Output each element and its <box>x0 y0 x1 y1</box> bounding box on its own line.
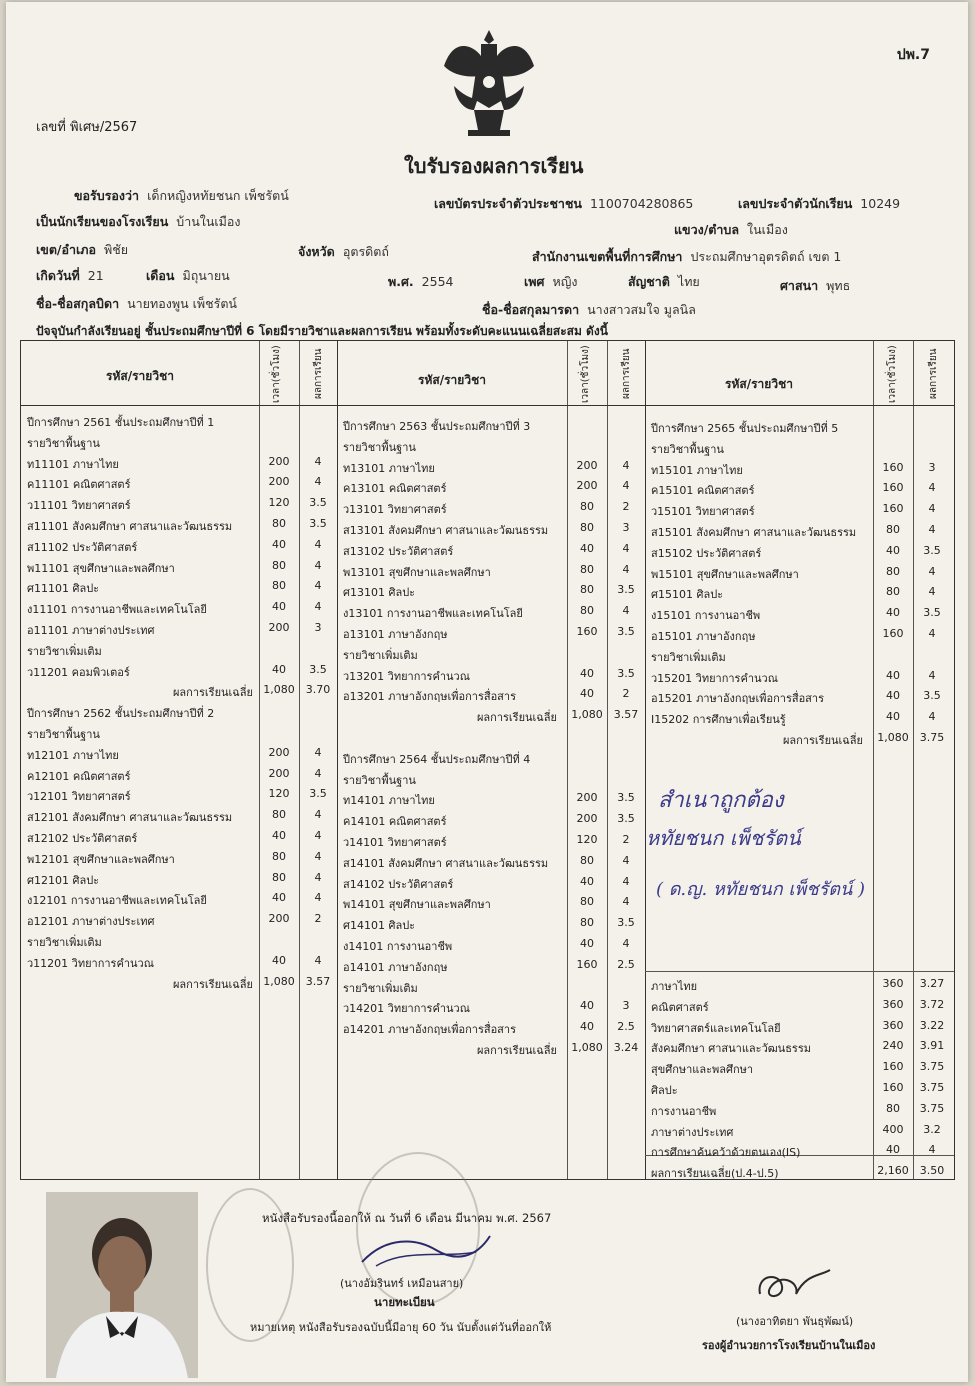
hours-cell: 360 <box>882 977 904 990</box>
grade-cell: 4 <box>314 808 322 822</box>
mother-name: ชื่อ-ชื่อสกุลมารดา นางสาวสมใจ มูลนิล <box>482 302 696 317</box>
subject-row: อ11101 ภาษาต่างประเทศ <box>27 624 155 637</box>
hours-cell: 40 <box>886 543 900 557</box>
grades-table <box>20 340 955 1180</box>
grade-cell: 4 <box>314 600 322 614</box>
subject-row: รายวิชาเพิ่มเติม <box>27 936 102 949</box>
subject-row: ส13101 สังคมศึกษา ศาสนาและวัฒนธรรม <box>343 524 549 537</box>
nationality: สัญชาติ ไทย <box>628 274 700 289</box>
hours-cell: 240 <box>882 1039 904 1053</box>
hours-cell: 80 <box>886 523 900 536</box>
subject-row: อ14201 ภาษาอังกฤษเพื่อการสื่อสาร <box>343 1023 516 1037</box>
document-code: ปพ.7 <box>896 47 930 63</box>
hours-cell: 200 <box>268 475 290 489</box>
document-number: เลขที่ พิเศษ/2567 <box>36 120 138 135</box>
grade-cell: 2 <box>314 912 322 926</box>
header-grade-3: ผลการเรียน <box>928 348 939 400</box>
birth-year: พ.ศ. 2554 <box>388 274 454 289</box>
grade-cell: 4 <box>314 870 322 884</box>
district: เขต/อำเภอ พิชัย <box>36 242 129 257</box>
grade-cell: 4 <box>314 579 322 593</box>
hours-cell: 1,080 <box>263 974 295 988</box>
grade-cell: 4 <box>928 502 936 516</box>
grade-cell: 4 <box>622 874 630 888</box>
registrar-title: นายทะเบียน <box>374 1295 435 1309</box>
subject-row: พ12101 สุขศึกษาและพลศึกษา <box>27 852 175 866</box>
grade-cell: 4 <box>928 481 936 495</box>
grade-cell: 3.5 <box>309 787 327 801</box>
hours-cell: 160 <box>882 627 904 640</box>
grade-cell: 3.24 <box>613 1041 639 1054</box>
header-subject-2: รหัส/รายวิชา <box>418 373 486 387</box>
average-label: ผลการเรียนเฉลี่ย <box>172 977 253 991</box>
hours-cell: 80 <box>272 579 286 593</box>
subject-row: ว14101 วิทยาศาสตร์ <box>343 836 447 849</box>
birth-month: เดือน มิถุนายน <box>146 268 230 283</box>
subject-row: อ13201 ภาษาอังกฤษเพื่อการสื่อสาร <box>343 690 516 704</box>
subject-row: ส13102 ประวัติศาสตร์ <box>343 544 454 558</box>
subject-row: ค12101 คณิตศาสตร์ <box>27 769 131 783</box>
subject-row: อ14101 ภาษาอังกฤษ <box>343 960 448 974</box>
hours-cell: 40 <box>580 1020 594 1034</box>
grade-cell: 3.5 <box>617 916 635 930</box>
hours-cell: 160 <box>882 1081 904 1094</box>
grade-cell: 4 <box>314 558 322 572</box>
subject-row: ว12101 วิทยาศาสตร์ <box>27 790 131 804</box>
grade-cell: 2 <box>622 687 630 701</box>
subject-row: รายวิชาเพิ่มเติม <box>343 981 418 995</box>
average-label: ผลการเรียนเฉลี่ย <box>476 1044 557 1057</box>
subject-row: สังคมศึกษา ศาสนาและวัฒนธรรม <box>651 1042 811 1056</box>
grade-cell: 4 <box>314 891 322 905</box>
hours-cell: 80 <box>886 1101 900 1115</box>
hours-cell: 40 <box>886 710 900 724</box>
current-study-line: ปัจจุบันกำลังเรียนอยู่ ชั้นประถมศึกษาปีที่ 6 โดยมีรายวิชาและผลการเรียน พร้อมทั้งระดับคะแนนเฉลี่ยสะสม ดังนี้ <box>36 324 608 338</box>
grade-cell: 4 <box>622 458 630 472</box>
subject-row: ปีการศึกษา 2562 ชั้นประถมศึกษาปีที่ 2 <box>27 707 215 721</box>
grade-cell: 4 <box>928 627 936 640</box>
grade-cell: 3 <box>622 999 630 1013</box>
grade-cell: 4 <box>314 766 322 780</box>
handwritten-copy-certified: สำเนาถูกต้อง <box>658 788 784 813</box>
grade-cell: 2.5 <box>617 1020 635 1034</box>
subject-row: พ14101 สุขศึกษาและพลศึกษา <box>343 898 491 912</box>
grade-cell: 2 <box>622 500 630 514</box>
subject-row: ปีการศึกษา 2561 ชั้นประถมศึกษาปีที่ 1 <box>27 416 215 429</box>
subject-row: ค14101 คณิตศาสตร์ <box>343 815 447 829</box>
hours-cell: 40 <box>580 666 594 680</box>
grade-cell: 4 <box>928 564 936 578</box>
hours-cell: 200 <box>268 766 290 780</box>
subject-row: การศึกษาค้นคว้าด้วยตนเอง(IS) <box>651 1146 801 1160</box>
handwritten-signature: หทัยชนก เพ็ชรัตน์ <box>646 826 801 850</box>
grade-cell: 3.75 <box>919 1101 945 1115</box>
hours-cell: 80 <box>580 521 594 534</box>
header-grade-1: ผลการเรียน <box>313 348 324 400</box>
subject-row: ว13201 วิทยาการคำนวณ <box>343 669 470 683</box>
grade-cell: 3.5 <box>309 662 327 676</box>
header-subject-3: รหัส/รายวิชา <box>725 377 793 391</box>
header-hours-2: เวลา(ชั่วโมง) <box>580 345 591 403</box>
subject-row: ว13101 วิทยาศาสตร์ <box>343 503 447 517</box>
grade-cell: 3 <box>622 521 630 534</box>
grade-cell: 4 <box>314 849 322 863</box>
hours-cell: 40 <box>580 999 594 1013</box>
subject-row: ท15101 ภาษาไทย <box>651 463 743 477</box>
subject-row: ว15101 วิทยาศาสตร์ <box>651 505 755 519</box>
religion: ศาสนา พุทธ <box>780 278 851 293</box>
subject-row: ว15201 วิทยาการคำนวณ <box>651 671 778 685</box>
subject-row: ง15101 การงานอาชีพ <box>651 609 761 623</box>
grade-cell: 3.70 <box>305 683 331 697</box>
hours-cell: 80 <box>272 870 286 884</box>
grade-cell: 4 <box>314 537 322 551</box>
grade-cell: 3 <box>928 460 936 474</box>
grade-cell: 4 <box>622 937 630 950</box>
hours-cell: 160 <box>882 502 904 516</box>
hours-cell: 200 <box>576 791 598 805</box>
subject-row: พ15101 สุขศึกษาและพลศึกษา <box>651 567 799 581</box>
hours-cell: 40 <box>272 600 286 614</box>
subject-row: รายวิชาพื้นฐาน <box>27 728 100 741</box>
grade-cell: 3.5 <box>309 496 327 510</box>
hours-cell: 80 <box>580 895 594 909</box>
grade-cell: 3.5 <box>617 583 635 597</box>
subject-row: ท14101 ภาษาไทย <box>343 794 435 808</box>
grade-cell: 4 <box>314 454 322 468</box>
grade-cell: 3.5 <box>617 812 635 826</box>
subject-row: ง12101 การงานอาชีพและเทคโนโลยี <box>27 894 207 908</box>
hours-cell: 360 <box>882 997 904 1011</box>
grade-cell: 4 <box>314 475 322 489</box>
hours-cell: 40 <box>886 1143 900 1157</box>
subject-row: พ11101 สุขศึกษาและพลศึกษา <box>27 561 175 575</box>
subject-row: ส11102 ประวัติศาสตร์ <box>27 540 138 554</box>
grade-cell: 3.75 <box>919 1060 945 1074</box>
subject-row: ท12101 ภาษาไทย <box>27 748 119 762</box>
grade-cell: 4 <box>622 895 630 909</box>
grade-cell: 3.5 <box>617 791 635 805</box>
hours-cell: 200 <box>268 621 290 634</box>
hours-cell: 40 <box>580 937 594 950</box>
subject-row: ส15101 สังคมศึกษา ศาสนาและวัฒนธรรม <box>651 526 857 539</box>
subject-row: ผลการเรียนเฉลี่ย(ป.4-ป.5) <box>651 1167 779 1181</box>
grade-cell: 3.91 <box>919 1039 945 1053</box>
grade-cell: 3.22 <box>919 1018 945 1032</box>
hours-cell: 80 <box>580 853 594 867</box>
registrar-signature-icon <box>356 1228 496 1272</box>
hours-cell: 80 <box>886 585 900 599</box>
deputy-signature-icon <box>750 1264 840 1308</box>
subject-row: ศ11101 ศิลปะ <box>27 582 100 596</box>
certificate-page <box>6 2 968 1382</box>
hours-cell: 400 <box>882 1122 904 1136</box>
hours-cell: 80 <box>272 849 286 863</box>
hours-cell: 160 <box>576 957 598 971</box>
certify-line: ขอรับรองว่า เด็กหญิงหทัยชนก เพ็ชรัตน์ <box>74 188 289 203</box>
subject-row: รายวิชาเพิ่มเติม <box>343 648 418 662</box>
average-label: ผลการเรียนเฉลี่ย <box>476 711 557 725</box>
grade-cell: 3.2 <box>923 1122 941 1136</box>
grade-cell: 4 <box>314 953 322 967</box>
grade-cell: 4 <box>622 853 630 867</box>
grade-cell: 4 <box>622 562 630 576</box>
hours-cell: 120 <box>268 496 290 510</box>
hours-cell: 40 <box>886 668 900 682</box>
subject-row: ว11201 วิทยาการคำนวณ <box>27 956 154 970</box>
hours-cell: 120 <box>268 787 290 801</box>
average-label: ผลการเรียนเฉลี่ย <box>172 686 253 700</box>
grade-cell: 3.57 <box>613 708 639 722</box>
subject-row: อ13101 ภาษาอังกฤษ <box>343 628 448 641</box>
grade-cell: 3.57 <box>305 974 331 988</box>
hours-cell: 200 <box>268 454 290 468</box>
subject-row: ง14101 การงานอาชีพ <box>343 940 453 953</box>
subject-row: ศ13101 ศิลปะ <box>343 586 416 600</box>
hours-cell: 200 <box>268 745 290 759</box>
deputy-title: รองผู้อำนวยการโรงเรียนบ้านในเมือง <box>702 1339 876 1352</box>
header-subject-1: รหัส/รายวิชา <box>106 369 174 383</box>
grade-cell: 4 <box>314 745 322 759</box>
hours-cell: 160 <box>882 481 904 495</box>
subject-row: ศ14101 ศิลปะ <box>343 919 416 933</box>
subject-row: ท11101 ภาษาไทย <box>27 457 119 471</box>
subject-row: รายวิชาเพิ่มเติม <box>651 650 726 664</box>
hours-cell: 40 <box>272 537 286 551</box>
validity-note: หมายเหตุ หนังสือรับรองฉบับนี้มีอายุ 60 วัน นับตั้งแต่วันที่ออกให้ <box>250 1321 552 1334</box>
grade-cell: 3.27 <box>919 977 945 990</box>
subject-row: คณิตศาสตร์ <box>651 1000 709 1014</box>
subject-row: ศ15101 ศิลปะ <box>651 588 724 602</box>
subject-row: ส14101 สังคมศึกษา ศาสนาและวัฒนธรรม <box>343 856 549 870</box>
subject-row: อ15101 ภาษาอังกฤษ <box>651 630 756 643</box>
subject-row: ศ12101 ศิลปะ <box>27 873 100 887</box>
grade-cell: 4 <box>622 604 630 618</box>
hours-cell: 80 <box>886 564 900 578</box>
hours-cell: 160 <box>882 460 904 474</box>
header-grade-2: ผลการเรียน <box>621 348 632 400</box>
subject-row: ส11101 สังคมศึกษา ศาสนาและวัฒนธรรม <box>27 520 233 533</box>
subject-row: ส12102 ประวัติศาสตร์ <box>27 832 138 845</box>
grade-cell: 4 <box>928 585 936 599</box>
subject-row: รายวิชาพื้นฐาน <box>27 436 100 450</box>
grade-cell: 2.5 <box>617 957 635 971</box>
hours-cell: 40 <box>272 953 286 967</box>
subject-row: ส15102 ประวัติศาสตร์ <box>651 546 762 560</box>
national-id: เลขบัตรประจำตัวประชาชน 1100704280865 <box>434 196 694 211</box>
subject-row: รายวิชาพื้นฐาน <box>343 773 416 787</box>
hours-cell: 40 <box>886 606 900 620</box>
subject-row: ปีการศึกษา 2565 ชั้นประถมศึกษาปีที่ 5 <box>651 422 839 435</box>
subject-row: ภาษาต่างประเทศ <box>651 1125 734 1139</box>
grade-cell: 4 <box>622 479 630 493</box>
hours-cell: 40 <box>272 829 286 842</box>
subject-row: วิทยาศาสตร์และเทคโนโลยี <box>651 1021 781 1035</box>
hours-cell: 40 <box>580 687 594 701</box>
subject-row: ง13101 การงานอาชีพและเทคโนโลยี <box>343 607 523 621</box>
subject-row: สุขศึกษาและพลศึกษา <box>651 1063 754 1077</box>
hours-cell: 160 <box>882 1060 904 1074</box>
grade-cell: 4 <box>928 710 936 724</box>
hours-cell: 80 <box>580 500 594 514</box>
average-label: ผลการเรียนเฉลี่ย <box>782 734 863 747</box>
hours-cell: 1,080 <box>263 683 295 697</box>
hours-cell: 200 <box>268 912 290 926</box>
subject-row: พ13101 สุขศึกษาและพลศึกษา <box>343 565 491 579</box>
subject-row: ภาษาไทย <box>651 980 698 993</box>
hours-cell: 120 <box>576 833 598 846</box>
grade-cell: 3.75 <box>919 731 945 744</box>
hours-cell: 80 <box>272 517 286 530</box>
grade-cell: 4 <box>622 541 630 555</box>
grade-cell: 4 <box>928 523 936 536</box>
subject-row: ค15101 คณิตศาสตร์ <box>651 484 755 498</box>
grade-cell: 3.5 <box>923 606 941 620</box>
subject-row: ว14201 วิทยาการคำนวณ <box>343 1002 470 1016</box>
grade-cell: 3.5 <box>923 543 941 557</box>
student-id: เลขประจำตัวนักเรียน 10249 <box>738 196 901 211</box>
handwritten-name: ( ด.ญ. หทัยชนก เพ็ชรัตน์ ) <box>656 879 865 900</box>
grade-cell: 3.75 <box>919 1081 945 1094</box>
edu-office: สำนักงานเขตพื้นที่การศึกษา ประถมศึกษาอุตรดิตถ์ เขต 1 <box>532 249 842 264</box>
hours-cell: 160 <box>576 625 598 638</box>
subject-row: รายวิชาพื้นฐาน <box>651 442 724 456</box>
deputy-name: (นางอาทิตยา พันธุพัฒน์) <box>736 1315 854 1328</box>
subject-row: ว11101 วิทยาศาสตร์ <box>27 499 131 513</box>
subject-row: การงานอาชีพ <box>651 1104 717 1118</box>
subject-row: ปีการศึกษา 2564 ชั้นประถมศึกษาปีที่ 4 <box>343 752 531 766</box>
hours-cell: 1,080 <box>877 731 909 744</box>
hours-cell: 40 <box>886 689 900 703</box>
grade-cell: 3 <box>314 621 322 634</box>
school-line: เป็นนักเรียนของโรงเรียน บ้านในเมือง <box>36 214 241 229</box>
hours-cell: 80 <box>580 604 594 618</box>
hours-cell: 1,080 <box>571 1041 603 1054</box>
subject-row: อ15201 ภาษาอังกฤษเพื่อการสื่อสาร <box>651 692 824 706</box>
grade-cell: 3.5 <box>617 666 635 680</box>
father-name: ชื่อ-ชื่อสกุลบิดา นายทองพูน เพ็ชรัตน์ <box>36 296 237 311</box>
subject-row: ค13101 คณิตศาสตร์ <box>343 482 447 496</box>
page-title: ใบรับรองผลการเรียน <box>404 154 584 178</box>
issued-date: หนังสือรับรองนี้ออกให้ ณ วันที่ 6 เดือน มีนาคม พ.ศ. 2567 <box>262 1211 552 1225</box>
grade-cell: 3.50 <box>919 1164 945 1178</box>
subject-row: ปีการศึกษา 2563 ชั้นประถมศึกษาปีที่ 3 <box>343 420 531 433</box>
header-hours-3: เวลา(ชั่วโมง) <box>887 345 898 403</box>
grade-cell: 3.72 <box>919 997 945 1011</box>
sex: เพศ หญิง <box>524 274 578 289</box>
garuda-emblem-icon <box>434 26 544 142</box>
hours-cell: 1,080 <box>571 708 603 722</box>
hours-cell: 80 <box>580 916 594 930</box>
student-photo <box>46 1192 198 1378</box>
grade-cell: 3.5 <box>617 625 635 638</box>
grade-cell: 3.5 <box>309 517 327 530</box>
registrar-name: (นางอัมรินทร์ เหมือนสาย) <box>340 1277 464 1290</box>
hours-cell: 80 <box>580 583 594 597</box>
subject-row: อ12101 ภาษาต่างประเทศ <box>27 915 155 929</box>
grade-cell: 4 <box>314 829 322 842</box>
subdistrict: แขวง/ตำบล ในเมือง <box>674 222 788 237</box>
hours-cell: 40 <box>580 541 594 555</box>
hours-cell: 40 <box>272 662 286 676</box>
subject-row: รายวิชาเพิ่มเติม <box>27 644 102 658</box>
birth-day: เกิดวันที่ 21 <box>36 268 104 283</box>
province: จังหวัด อุตรดิตถ์ <box>298 244 389 259</box>
hours-cell: 80 <box>580 562 594 576</box>
hours-cell: 80 <box>272 808 286 822</box>
hours-cell: 200 <box>576 479 598 493</box>
subject-row: ศิลปะ <box>651 1084 678 1097</box>
hours-cell: 40 <box>580 874 594 888</box>
hours-cell: 200 <box>576 458 598 472</box>
subject-row: ค11101 คณิตศาสตร์ <box>27 478 131 492</box>
subject-row: ส12101 สังคมศึกษา ศาสนาและวัฒนธรรม <box>27 811 233 825</box>
hours-cell: 80 <box>272 558 286 572</box>
subject-row: ว11201 คอมพิวเตอร์ <box>27 665 130 679</box>
header-hours-1: เวลา(ชั่วโมง) <box>271 345 282 403</box>
grade-cell: 4 <box>928 1143 936 1157</box>
grade-cell: 3.5 <box>923 689 941 703</box>
subject-row: ง11101 การงานอาชีพและเทคโนโลยี <box>27 603 207 617</box>
subject-row: รายวิชาพื้นฐาน <box>343 440 416 454</box>
hours-cell: 40 <box>272 891 286 905</box>
hours-cell: 2,160 <box>877 1164 909 1178</box>
hours-cell: 360 <box>882 1018 904 1032</box>
grade-cell: 4 <box>928 668 936 682</box>
subject-row: ส14102 ประวัติศาสตร์ <box>343 877 454 891</box>
subject-row: I15202 การศึกษาเพื่อเรียนรู้ <box>651 713 786 727</box>
subject-row: ท13101 ภาษาไทย <box>343 461 435 475</box>
hours-cell: 200 <box>576 812 598 826</box>
grade-cell: 2 <box>622 833 630 846</box>
